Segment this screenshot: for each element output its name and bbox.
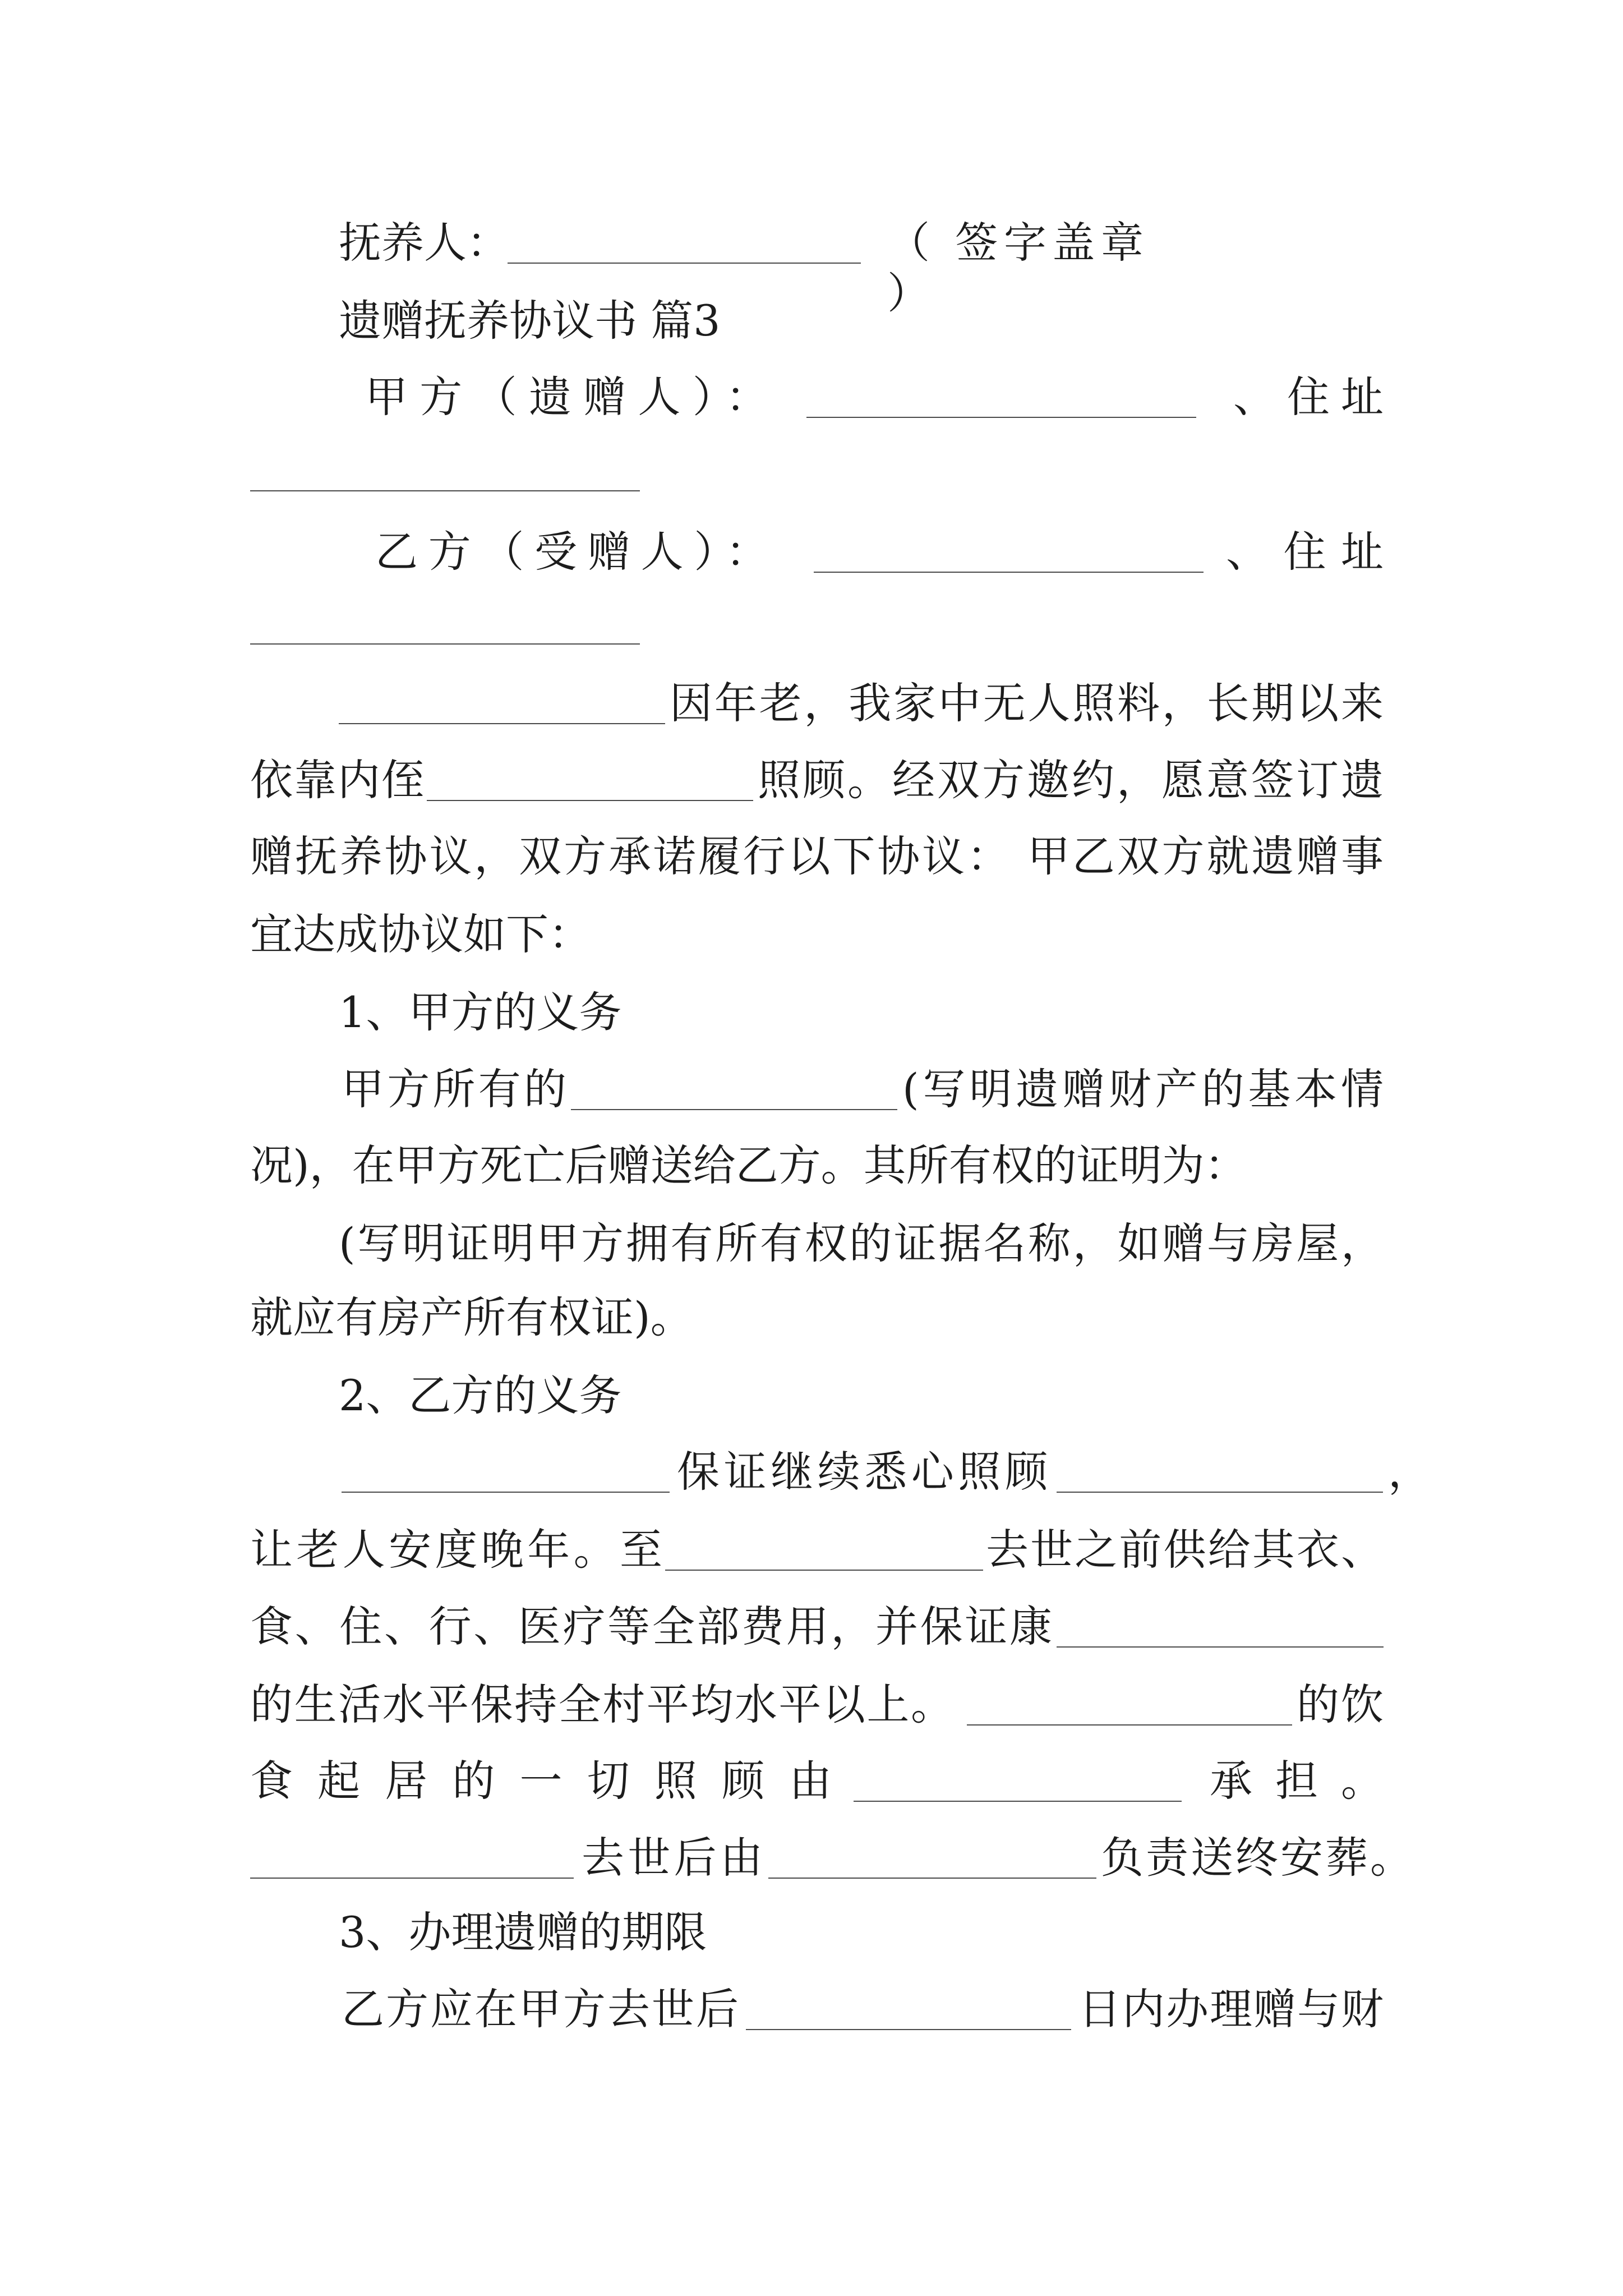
blank-field [746,1984,1071,2030]
blank-field [339,678,665,724]
body-text: 因年老，我家中无人照料，长期以来 [670,678,1384,728]
body-text: 去世后由 [582,1833,763,1883]
body-text: 宜达成协议如下： [250,909,591,959]
party-a-address-label: 、住址 [1233,372,1384,422]
section-title: 遗赠抚养协议书 篇3 [339,296,721,346]
body-text: 的饮 [1297,1680,1384,1729]
blank-field [342,1447,670,1493]
blank-field [768,1833,1096,1879]
party-b-label: 乙方（受赠人）： [375,527,768,577]
blank-field [665,1525,983,1571]
party-a-address-blank [250,445,640,491]
body-text: 的生活水平保持全村平均水平以上。 [250,1680,953,1729]
body-text: 依靠内侄 [250,755,424,805]
blank-field [427,755,753,801]
blank-field [250,1833,574,1879]
body-text: 就应有房产所有权证)。 [250,1292,693,1342]
body-text: 乙方应在甲方去世后 [342,1984,739,2034]
blank-field [967,1680,1292,1726]
party-b-name-blank [814,527,1204,573]
body-text: 甲方所有的 [342,1064,566,1114]
blank-field [1057,1602,1384,1648]
body-text: 保证继续悉心照顾 [677,1447,1048,1497]
body-text: 让老人安度晚年。至 [250,1525,662,1575]
clause-heading: 2、乙方的义务 [339,1370,622,1420]
party-a-name-blank [806,372,1196,418]
blank-field [854,1756,1182,1802]
body-text: 承担。 [1210,1756,1384,1806]
party-a-label: 甲方（遗赠人）： [365,372,768,422]
body-text: 负责送终安葬。 [1101,1833,1413,1883]
body-text: 日内办理赠与财 [1078,1984,1384,2034]
body-text: 食起居的一切照顾由 [250,1756,832,1806]
blank-field [571,1064,897,1110]
blank-field [1057,1447,1383,1493]
body-text: ， [1388,1447,1431,1497]
clause-heading: 3、办理遗赠的期限 [339,1907,707,1957]
body-text: 赠抚养协议，双方承诺履行以下协议： 甲乙双方就遗赠事 [250,831,1384,881]
party-b-address-label: 、住址 [1226,527,1384,577]
body-text: (写明遗赠财产的基本情 [902,1064,1384,1114]
body-text: (写明证明甲方拥有所有权的证据名称，如赠与房屋， [339,1218,1384,1268]
clause-heading: 1、甲方的义务 [339,987,622,1037]
signature-blank [508,218,861,264]
body-text: 去世之前供给其衣、 [986,1525,1384,1575]
body-text: 况)，在甲方死亡后赠送给乙方。其所有权的证明为： [250,1140,1247,1190]
signer-label: 抚养人： [339,218,509,268]
body-text: 照顾。经双方邀约，愿意签订遗 [758,755,1384,805]
body-text: 食、住、行、医疗等全部费用，并保证康 [250,1602,1052,1651]
party-b-address-blank [250,599,640,645]
signature-note: （ 签字盖章 ） [887,218,1144,318]
